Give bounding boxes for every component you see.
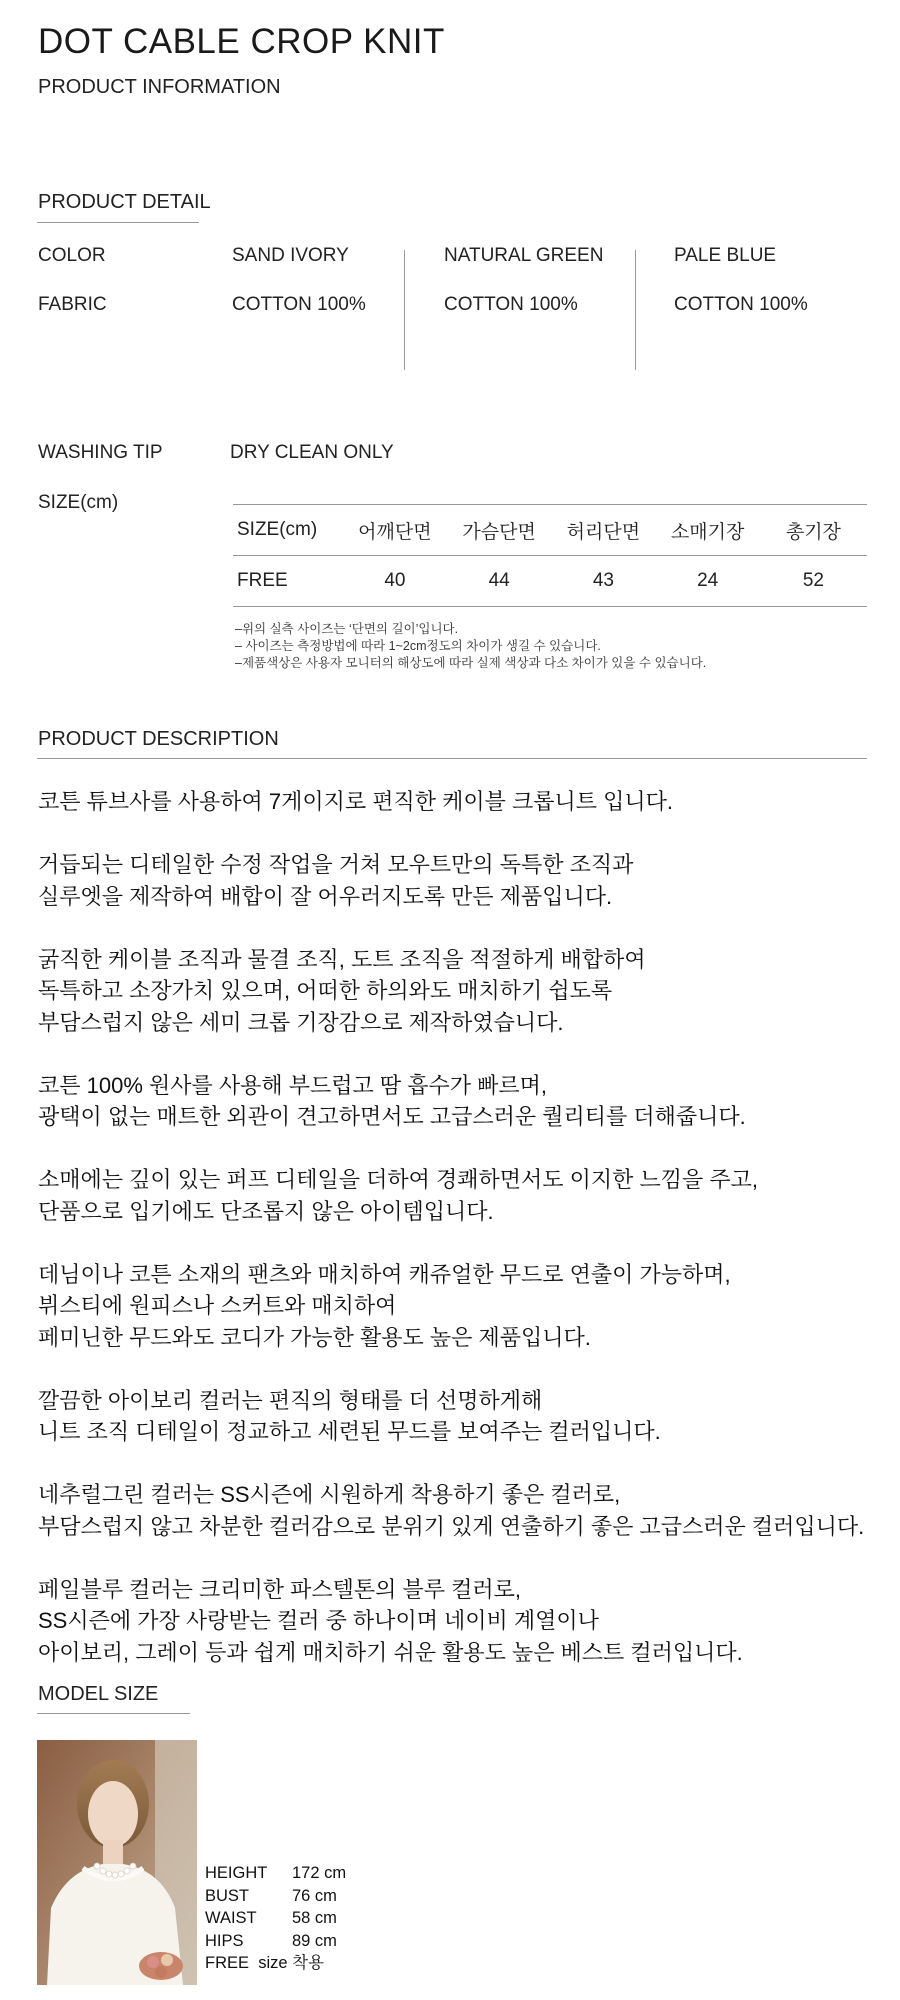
- product-detail-rule: [37, 222, 199, 223]
- size-note: –위의 실측 사이즈는 ‘단면의 길이’입니다.: [235, 622, 459, 636]
- variant-fabric-3: COTTON 100%: [674, 294, 808, 315]
- model-stat-label: HIPS: [205, 1931, 244, 1950]
- description-line: 실루엣을 제작하여 배합이 잘 어우러지도록 만든 제품입니다.: [38, 883, 613, 909]
- table-row: [233, 556, 867, 607]
- size-table-cell: 24: [697, 570, 719, 591]
- description-paragraph: [38, 1385, 898, 1448]
- description-line: 니트 조직 디테일이 정교하고 세련된 무드를 보여주는 컬러입니다.: [38, 1419, 661, 1444]
- size-table-cell: 40: [384, 570, 406, 591]
- column-divider: [635, 250, 636, 370]
- description-line: 코튼 튜브사를 사용하여 7게이지로 편직한 케이블 크롭니트 입니다.: [38, 789, 673, 814]
- size-table-cell: 43: [592, 570, 614, 591]
- model-stat-row: [205, 1885, 346, 1908]
- model-stat-value: 58 cm: [292, 1909, 337, 1927]
- description-paragraph: [38, 1070, 898, 1133]
- description-paragraph: [38, 1164, 898, 1227]
- model-stat-label: HEIGHT: [205, 1864, 268, 1882]
- size-table-cell: 52: [802, 570, 824, 591]
- model-stat-label: BUST: [205, 1886, 250, 1905]
- variant-fabric-2: COTTON 100%: [444, 294, 578, 315]
- size-table-header-row: [233, 505, 867, 556]
- size-table-header: SIZE(cm): [237, 519, 318, 540]
- color-label: COLOR: [38, 245, 106, 266]
- description-line: 부담스럽지 않고 차분한 컬러감으로 분위기 있게 연출하기 좋은 고급스러운 컬러입니다.: [38, 1513, 865, 1539]
- size-table-header: 허리단면: [566, 521, 641, 543]
- description-line: 코튼 100% 원사를 사용해 부드럽고 땀 흡수가 빠르며,: [38, 1072, 547, 1098]
- variant-color-1: SAND IVORY: [232, 245, 349, 266]
- page-subtitle: PRODUCT INFORMATION: [38, 76, 281, 98]
- description-line: 단품으로 입기에도 단조롭지 않은 아이템입니다.: [38, 1198, 494, 1224]
- description-rule: [37, 758, 867, 759]
- description-line: 데님이나 코튼 소재의 팬츠와 매치하여 캐쥬얼한 무드로 연출이 가능하며,: [38, 1261, 731, 1287]
- size-table-cell: FREE: [237, 570, 288, 591]
- description-line: 깔끔한 아이보리 컬러는 편직의 형태를 더 선명하게해: [38, 1387, 543, 1413]
- product-detail-heading: PRODUCT DETAIL: [38, 191, 211, 213]
- size-note: –제품색상은 사용자 모니터의 해상도에 따라 실제 색상과 다소 차이가 있을 수 있습니다.: [235, 656, 707, 670]
- description-line: 네추럴그린 컬러는 SS시즌에 시원하게 착용하기 좋은 컬러로,: [38, 1482, 621, 1507]
- description-line: 뷔스티에 원피스나 스커트와 매치하여: [38, 1293, 397, 1318]
- model-stat-value: 172 cm: [292, 1864, 347, 1882]
- fabric-label: FABRIC: [38, 294, 107, 315]
- description-body: [38, 786, 898, 1700]
- model-stat-value: 76 cm: [292, 1886, 337, 1905]
- description-line: 광택이 없는 매트한 외관이 견고하면서도 고급스러운 퀄리티를 더해줍니다.: [38, 1104, 746, 1129]
- description-line: 독특하고 소장가치 있으며, 어떠한 하의와도 매치하기 쉽도록: [38, 978, 613, 1003]
- description-paragraph: [38, 1574, 898, 1669]
- size-table-header: 소매기장: [670, 521, 745, 543]
- model-stat-row: [205, 1862, 346, 1885]
- model-stat-value: size 착용: [258, 1954, 324, 1972]
- description-paragraph: [38, 1479, 898, 1542]
- description-paragraph: [38, 944, 898, 1039]
- description-line: 아이보리, 그레이 등과 쉽게 매치하기 쉬운 활용도 높은 베스트 컬러입니다.: [38, 1639, 743, 1665]
- description-heading: PRODUCT DESCRIPTION: [38, 728, 279, 750]
- model-stat-label: FREE: [205, 1954, 250, 1972]
- model-size-rule: [37, 1713, 190, 1714]
- description-line: 거듭되는 디테일한 수정 작업을 거쳐 모우트만의 독특한 조직과: [38, 852, 634, 877]
- page-title: DOT CABLE CROP KNIT: [38, 22, 445, 61]
- variant-color-3: PALE BLUE: [674, 245, 777, 266]
- model-stat-value: 89 cm: [292, 1931, 337, 1950]
- size-table: [233, 504, 867, 607]
- washing-label: WASHING TIP: [38, 442, 163, 463]
- model-stat-row: [205, 1907, 346, 1930]
- size-label: SIZE(cm): [38, 492, 119, 513]
- description-paragraph: [38, 849, 898, 912]
- size-notes: [235, 621, 706, 672]
- description-line: 굵직한 케이블 조직과 물결 조직, 도트 조직을 적절하게 배합하여: [38, 946, 646, 972]
- model-stat-label: WAIST: [205, 1909, 257, 1927]
- model-size-heading: MODEL SIZE: [38, 1683, 159, 1705]
- size-table-cell: 44: [488, 570, 510, 591]
- model-photo: [37, 1740, 197, 1985]
- column-divider: [404, 250, 405, 370]
- model-stat-row: [205, 1952, 346, 1975]
- description-paragraph: [38, 1259, 898, 1354]
- size-table-header: 가슴단면: [462, 521, 536, 543]
- model-stats: [205, 1862, 346, 1975]
- description-line: 페일블루 컬러는 크리미한 파스텔톤의 블루 컬러로,: [38, 1576, 521, 1602]
- size-table-header: 총기장: [785, 521, 841, 543]
- description-line: 소매에는 깊이 있는 퍼프 디테일을 더하여 경쾌하면서도 이지한 느낌을 주고,: [38, 1167, 758, 1192]
- description-line: 부담스럽지 않은 세미 크롭 기장감으로 제작하였습니다.: [38, 1009, 564, 1035]
- description-line: SS시즌에 가장 사랑받는 컬러 중 하나이며 네이비 계열이나: [38, 1608, 599, 1633]
- model-stat-row: [205, 1930, 346, 1953]
- size-note: – 사이즈는 측정방법에 따라 1~2cm정도의 차이가 생길 수 있습니다.: [235, 639, 601, 653]
- description-paragraph: [38, 786, 898, 818]
- variant-fabric-1: COTTON 100%: [232, 294, 366, 315]
- size-table-header: 어깨단면: [358, 521, 432, 543]
- variant-color-2: NATURAL GREEN: [444, 245, 604, 266]
- description-line: 페미닌한 무드와도 코디가 가능한 활용도 높은 제품입니다.: [38, 1324, 591, 1350]
- washing-value: DRY CLEAN ONLY: [230, 442, 394, 463]
